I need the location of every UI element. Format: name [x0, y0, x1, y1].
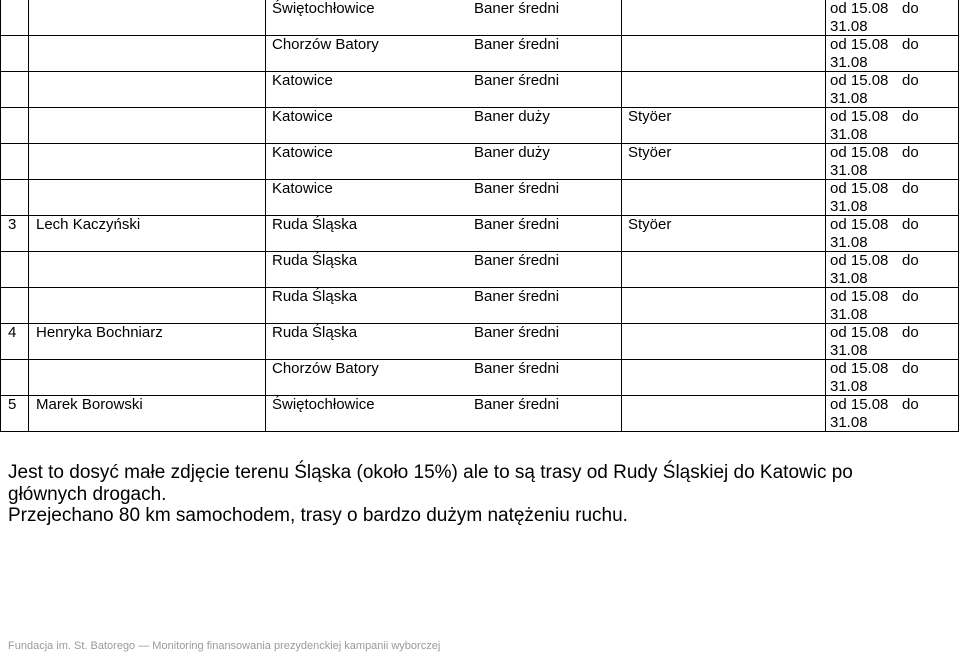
date-cell	[830, 288, 958, 323]
date-from: od 15.08	[830, 0, 889, 17]
table-row	[0, 288, 959, 324]
banner-type-cell: Baner średni	[474, 288, 560, 305]
table-row	[0, 360, 959, 396]
city-cell: Ruda Śląska	[272, 288, 358, 305]
banner-type-cell: Baner średni	[474, 360, 560, 377]
table-row	[0, 324, 959, 360]
date-to: 31.08	[830, 269, 868, 287]
date-do: do	[902, 396, 919, 413]
city-cell: Chorzów Batory	[272, 360, 379, 377]
city-cell: Świętochłowice	[272, 396, 375, 413]
date-from: od 15.08	[830, 108, 889, 125]
date-to: 31.08	[830, 233, 868, 251]
date-do: do	[902, 324, 919, 341]
date-to: 31.08	[830, 305, 868, 323]
city-cell: Katowice	[272, 144, 333, 161]
date-cell	[830, 72, 958, 107]
date-to: 31.08	[830, 125, 868, 143]
date-from: od 15.08	[830, 216, 889, 233]
company-cell: Styöer	[628, 144, 672, 161]
date-from: od 15.08	[830, 252, 889, 269]
date-to: 31.08	[830, 89, 868, 107]
date-cell	[830, 144, 958, 179]
date-do: do	[902, 252, 919, 269]
date-cell	[830, 36, 958, 71]
banner-type-cell: Baner średni	[474, 396, 560, 413]
candidate-name: Henryka Bochniarz	[36, 324, 163, 341]
summary-paragraph	[8, 462, 953, 527]
date-do: do	[902, 216, 919, 233]
date-to: 31.08	[830, 197, 868, 215]
date-cell	[830, 108, 958, 143]
table-row	[0, 0, 959, 36]
date-to: 31.08	[830, 161, 868, 179]
table-row	[0, 396, 959, 432]
company-cell: Styöer	[628, 108, 672, 125]
date-do: do	[902, 36, 919, 53]
city-cell: Katowice	[272, 180, 333, 197]
date-from: od 15.08	[830, 288, 889, 305]
candidate-name: Marek Borowski	[36, 396, 143, 413]
table-row	[0, 36, 959, 72]
date-cell	[830, 324, 958, 359]
date-cell	[830, 216, 958, 251]
table-row	[0, 180, 959, 216]
table-row	[0, 216, 959, 252]
banner-type-cell: Baner średni	[474, 72, 560, 89]
date-to: 31.08	[830, 341, 868, 359]
city-cell: Ruda Śląska	[272, 216, 358, 233]
date-do: do	[902, 144, 919, 161]
summary-line-1: Jest to dosyć małe zdjęcie terenu Śląska (około 15%) ale to są trasy od Rudy Śląskiej do Katowic po	[8, 462, 853, 483]
banner-type-cell: Baner średni	[474, 252, 560, 269]
banner-type-cell: Baner średni	[474, 216, 560, 233]
candidate-name: Lech Kaczyński	[36, 216, 141, 233]
banner-type-cell: Baner średni	[474, 324, 560, 341]
city-cell: Katowice	[272, 72, 333, 89]
city-cell: Ruda Śląska	[272, 324, 358, 341]
table-row	[0, 144, 959, 180]
summary-line-3: Przejechano 80 km samochodem, trasy o bardzo dużym natężeniu ruchu.	[8, 505, 628, 526]
row-number: 5	[8, 396, 17, 413]
date-from: od 15.08	[830, 72, 889, 89]
page-footer: Fundacja im. St. Batorego — Monitoring finansowania prezydenckiej kampanii wyborczej	[8, 640, 441, 652]
date-do: do	[902, 288, 919, 305]
banner-type-cell: Baner duży	[474, 108, 550, 125]
date-to: 31.08	[830, 377, 868, 395]
city-cell: Świętochłowice	[272, 0, 375, 17]
summary-line-2: głównych drogach.	[8, 483, 167, 505]
date-do: do	[902, 0, 919, 17]
city-cell: Katowice	[272, 108, 333, 125]
banner-type-cell: Baner duży	[474, 144, 550, 161]
date-do: do	[902, 180, 919, 197]
date-to: 31.08	[830, 413, 868, 431]
date-from: od 15.08	[830, 144, 889, 161]
table-row	[0, 252, 959, 288]
table-row	[0, 72, 959, 108]
banner-type-cell: Baner średni	[474, 180, 560, 197]
city-cell: Chorzów Batory	[272, 36, 379, 53]
date-to: 31.08	[830, 53, 868, 71]
date-do: do	[902, 72, 919, 89]
date-cell	[830, 360, 958, 395]
banner-type-cell: Baner średni	[474, 36, 560, 53]
table-row	[0, 108, 959, 144]
date-cell	[830, 180, 958, 215]
date-cell	[830, 252, 958, 287]
row-number: 4	[8, 324, 17, 341]
date-from: od 15.08	[830, 324, 889, 341]
row-number: 3	[8, 216, 17, 233]
date-cell	[830, 396, 958, 431]
date-from: od 15.08	[830, 396, 889, 413]
date-cell	[830, 0, 958, 35]
company-cell: Styöer	[628, 216, 672, 233]
city-cell: Ruda Śląska	[272, 252, 358, 269]
date-from: od 15.08	[830, 180, 889, 197]
banner-type-cell: Baner średni	[474, 0, 560, 17]
date-to: 31.08	[830, 17, 868, 35]
date-from: od 15.08	[830, 360, 889, 377]
date-from: od 15.08	[830, 36, 889, 53]
date-do: do	[902, 108, 919, 125]
date-do: do	[902, 360, 919, 377]
